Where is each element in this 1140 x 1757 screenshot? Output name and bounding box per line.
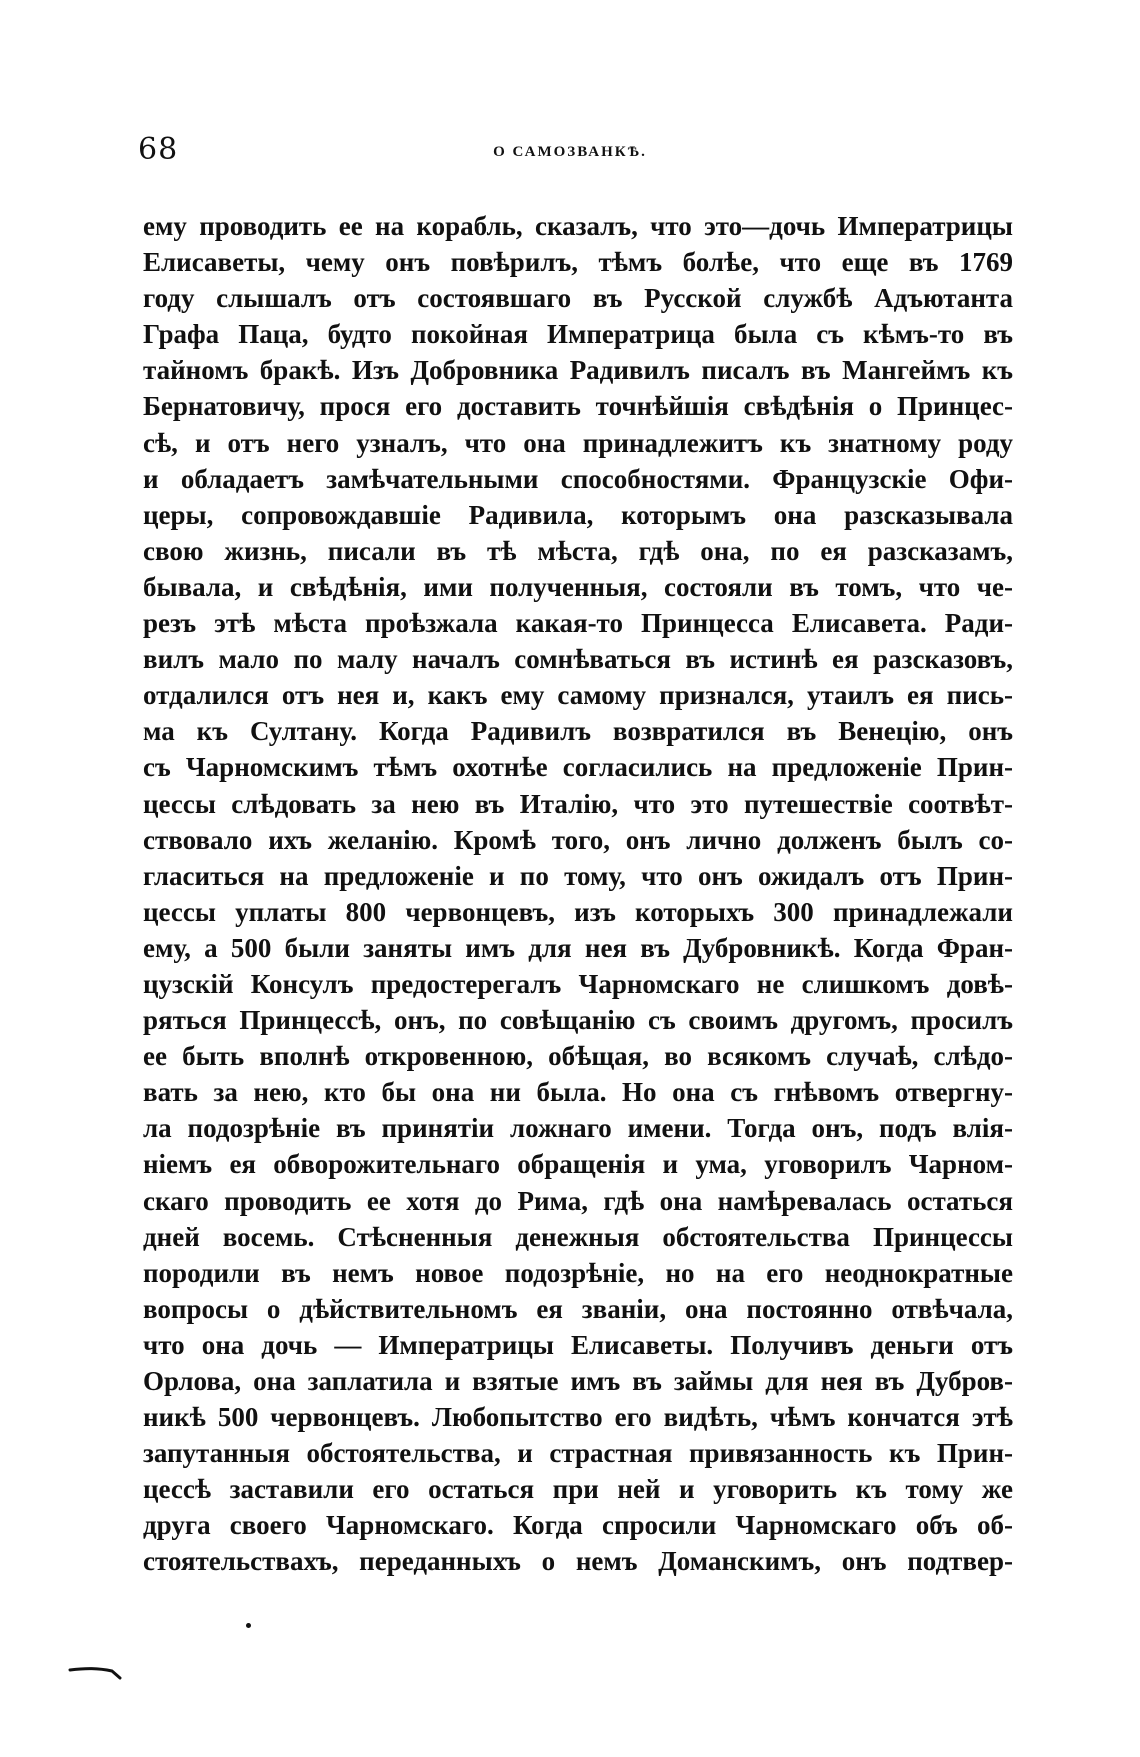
- text-line: цессы слѣдовать за нею въ Италію, что это путешествіе соотвѣт-: [143, 788, 1013, 819]
- text-line: году слышалъ отъ состоявшаго въ Русской службѣ Адъютанта: [143, 283, 1013, 314]
- text-line: ему проводить ее на корабль, сказалъ, что это—дочь Императрицы: [143, 211, 1013, 241]
- body-text: [143, 208, 1013, 1580]
- text-line: цузскій Консулъ предостерегалъ Чарномскаго не слишкомъ довѣ-: [143, 968, 1013, 999]
- text-line: ла подозрѣніе въ принятіи ложнаго имени. Тогда онъ, подъ влія-: [143, 1113, 1013, 1144]
- text-line: вопросы о дѣйствительномъ ея званіи, она постоянно отвѣчала,: [143, 1293, 1013, 1324]
- text-line: церы, сопровождавшіе Радивила, которымъ она разсказывала: [143, 499, 1013, 530]
- text-line: вать за нею, кто бы она ни была. Но она съ гнѣвомъ отвергну-: [143, 1077, 1013, 1108]
- text-line: скаго проводить ее хотя до Рима, гдѣ она намѣревалась остаться: [143, 1185, 1013, 1216]
- running-title: О САМОЗВАНКѢ.: [493, 144, 647, 160]
- text-line: дней восемь. Стѣсненныя денежныя обстоятельства Принцессы: [143, 1221, 1013, 1252]
- text-line: что она дочь — Императрицы Елисаветы. Получивъ деньги отъ: [143, 1329, 1013, 1360]
- text-line: съ Чарномскимъ тѣмъ охотнѣе согласились на предложеніе Прин-: [143, 752, 1013, 783]
- text-line: друга своего Чарномскаго. Когда спросили Чарномскаго объ об-: [143, 1510, 1013, 1541]
- text-line: Бернатовичу, прося его доставить точнѣйшія свѣдѣнія о Принцес-: [143, 391, 1013, 422]
- text-line: ніемъ ея обворожительнаго обращенія и ума, уговорилъ Чарном-: [143, 1149, 1013, 1180]
- text-line: тайномъ бракѣ. Изъ Добровника Радивилъ писалъ въ Мангеймъ къ: [143, 355, 1013, 386]
- text-line: сѣ, и отъ него узналъ, что она принадлежитъ къ знатному роду: [143, 427, 1013, 458]
- text-line: ма къ Султану. Когда Радивилъ возвратился въ Венецію, онъ: [143, 716, 1013, 747]
- scan-mark-icon: [68, 1662, 128, 1684]
- text-line: отдалился отъ нея и, какъ ему самому признался, утаилъ ея пись-: [143, 680, 1013, 711]
- text-line: цессы уплаты 800 червонцевъ, изъ которыхъ 300 принадлежали: [143, 896, 1013, 927]
- text-line: Орлова, она заплатила и взятые имъ въ займы для нея въ Дубров-: [143, 1366, 1013, 1396]
- text-line: и обладаетъ замѣчательными способностями. Французскіе Офи-: [143, 463, 1013, 494]
- text-line: породили въ немъ новое подозрѣніе, но на его неоднократные: [143, 1257, 1013, 1288]
- text-line: стоятельствахъ, переданныхъ о немъ Доманскимъ, онъ подтвер-: [143, 1546, 1013, 1577]
- text-line: запутанныя обстоятельства, и страстная привязанность къ Прин-: [143, 1438, 1013, 1469]
- text-line: ряться Принцессѣ, онъ, по совѣщанію съ своимъ другомъ, просилъ: [143, 1005, 1013, 1036]
- text-line: ему, а 500 были заняты имъ для нея въ Дубровникѣ. Когда Фран-: [143, 932, 1013, 963]
- text-line: Елисаветы, чему онъ повѣрилъ, тѣмъ болѣе, что еще въ 1769: [143, 247, 1013, 278]
- text-line: Графа Паца, будто покойная Императрица была съ кѣмъ-то въ: [143, 319, 1013, 350]
- text-line: гласиться на предложеніе и по тому, что онъ ожидалъ отъ Прин-: [143, 860, 1013, 891]
- text-line: никѣ 500 червонцевъ. Любопытство его видѣть, чѣмъ кончатся этѣ: [143, 1402, 1013, 1433]
- text-line: бывала, и свѣдѣнія, ими полученныя, состояли въ томъ, что че-: [143, 571, 1013, 602]
- text-line: ее быть вполнѣ откровенною, обѣщая, во всякомъ случаѣ, слѣдо-: [143, 1041, 1013, 1072]
- text-line: ствовало ихъ желанію. Кромѣ того, онъ лично долженъ былъ со-: [143, 824, 1013, 855]
- ink-speck: [246, 1623, 251, 1628]
- text-line: вилъ мало по малу началъ сомнѣваться въ истинѣ ея разсказовъ,: [143, 644, 1013, 675]
- text-line: свою жизнь, писали въ тѣ мѣста, гдѣ она, по ея разсказамъ,: [143, 535, 1013, 566]
- text-line: резъ этѣ мѣста проѣзжала какая-то Принцесса Елисавета. Ради-: [143, 608, 1013, 639]
- text-line: цессѣ заставили его остаться при ней и уговорить къ тому же: [143, 1474, 1013, 1505]
- page-number: 68: [138, 132, 179, 167]
